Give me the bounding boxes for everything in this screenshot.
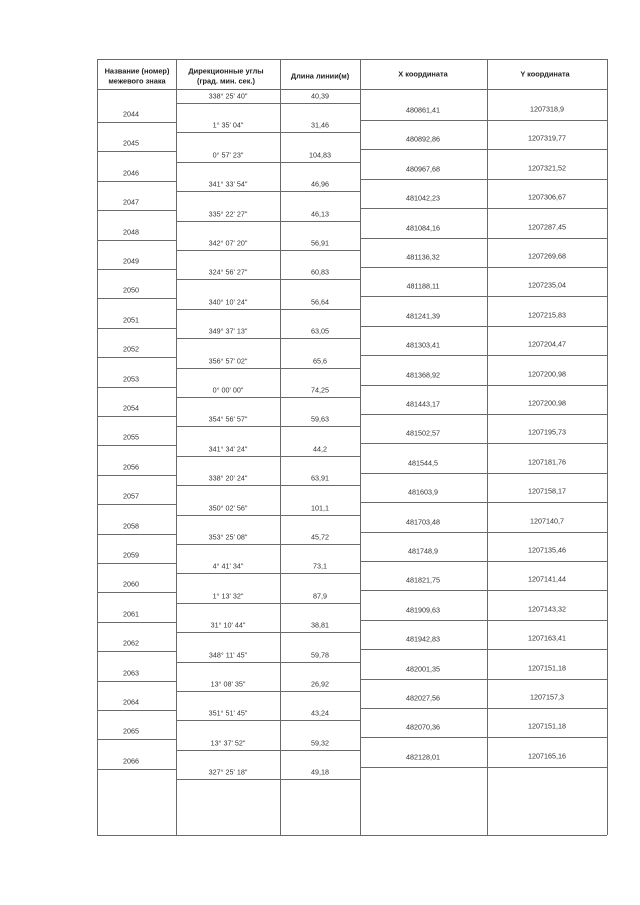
y-coordinate: 1207204,47 [528, 339, 566, 349]
segment-length: 59,32 [311, 738, 329, 748]
y-coordinate: 1207158,17 [528, 486, 566, 496]
point-row-divider [97, 592, 176, 593]
coord-row-divider [360, 708, 607, 709]
segment-row-divider [176, 485, 360, 486]
segment-row-divider [176, 132, 360, 133]
point-row-divider [97, 298, 176, 299]
point-row-divider [97, 210, 176, 211]
y-coordinate: 1207200,98 [528, 369, 566, 379]
point-name: 2045 [123, 138, 139, 148]
point-name: 2053 [123, 374, 139, 384]
x-coordinate: 480967,68 [406, 164, 440, 174]
segment-row-divider [176, 426, 360, 427]
segment-row-divider [176, 515, 360, 516]
point-name: 2050 [123, 285, 139, 295]
point-name: 2057 [123, 491, 139, 501]
point-name: 2065 [123, 726, 139, 736]
point-row-divider [97, 122, 176, 123]
y-coordinate: 1207287,45 [528, 222, 566, 232]
table-top-border [97, 59, 607, 60]
segment-length: 45,72 [311, 532, 329, 542]
point-name: 2046 [123, 168, 139, 178]
y-coordinate: 1207321,52 [528, 163, 566, 173]
segment-angle: 342° 07' 20" [208, 238, 248, 248]
header-point-name: Название (номер) межевого знака [104, 66, 170, 85]
coord-row-divider [360, 649, 607, 650]
point-row-divider [97, 240, 176, 241]
segment-length: 73,1 [313, 561, 327, 571]
x-coordinate: 482001,35 [406, 664, 440, 674]
column-divider [97, 59, 98, 835]
segment-row-divider [176, 750, 360, 751]
segment-length: 59,78 [311, 650, 329, 660]
header-direction-angle: Дирекционные углы (град. мин. сек.) [188, 66, 264, 85]
column-divider [607, 59, 608, 835]
y-coordinate: 1207141,44 [528, 574, 566, 584]
point-name: 2062 [123, 638, 139, 648]
point-name: 2056 [123, 462, 139, 472]
segment-row-divider [176, 779, 360, 780]
coord-row-divider [360, 443, 607, 444]
y-coordinate: 1207235,04 [528, 280, 566, 290]
x-coordinate: 481136,32 [406, 252, 440, 262]
y-coordinate: 1207200,98 [528, 398, 566, 408]
x-coordinate: 480892,86 [406, 134, 440, 144]
segment-angle: 4° 41' 34" [212, 561, 244, 571]
x-coordinate: 481368,92 [406, 370, 440, 380]
segment-angle: 13° 08' 35" [210, 679, 246, 689]
segment-angle: 351° 51' 45" [208, 708, 248, 718]
x-coordinate: 480861,41 [406, 105, 440, 115]
segment-length: 74,25 [311, 385, 329, 395]
coord-row-divider [360, 296, 607, 297]
column-divider [487, 59, 488, 835]
segment-angle: 348° 11' 45" [208, 650, 248, 660]
column-divider [360, 59, 361, 835]
segment-angle: 324° 56' 27" [208, 267, 248, 277]
coord-row-divider [360, 767, 607, 768]
coord-row-divider [360, 179, 607, 180]
y-coordinate: 1207140,7 [530, 516, 564, 526]
x-coordinate: 481821,75 [406, 575, 440, 585]
x-coordinate: 481502,57 [406, 428, 440, 438]
segment-length: 87,9 [313, 591, 327, 601]
point-name: 2064 [123, 697, 139, 707]
coord-row-divider [360, 120, 607, 121]
segment-row-divider [176, 397, 360, 398]
coord-row-divider [360, 414, 607, 415]
segment-angle: 354° 56' 57" [208, 414, 248, 424]
segment-angle: 335° 22' 27" [208, 209, 248, 219]
x-coordinate: 481443,17 [406, 399, 440, 409]
point-row-divider [97, 416, 176, 417]
point-row-divider [97, 328, 176, 329]
x-coordinate: 481188,11 [406, 281, 440, 291]
y-coordinate: 1207135,46 [528, 545, 566, 555]
segment-length: 46,96 [311, 179, 329, 189]
y-coordinate: 1207165,16 [528, 751, 566, 761]
point-name: 2063 [123, 668, 139, 678]
segment-angle: 356° 57' 02" [208, 356, 248, 366]
x-coordinate: 481748,9 [408, 546, 438, 556]
coord-row-divider [360, 679, 607, 680]
segment-angle: 1° 13' 32" [212, 591, 244, 601]
x-coordinate: 482027,56 [406, 693, 440, 703]
segment-length: 60,83 [311, 267, 329, 277]
segment-angle: 341° 34' 24" [208, 444, 248, 454]
point-row-divider [97, 651, 176, 652]
coord-row-divider [360, 561, 607, 562]
segment-angle: 0° 57' 23" [212, 150, 244, 160]
point-row-divider [97, 181, 176, 182]
point-name: 2044 [123, 109, 139, 119]
point-row-divider [97, 445, 176, 446]
segment-row-divider [176, 603, 360, 604]
segment-angle: 31° 10' 44" [210, 620, 246, 630]
x-coordinate: 481241,39 [406, 311, 440, 321]
y-coordinate: 1207319,77 [528, 133, 566, 143]
point-row-divider [97, 681, 176, 682]
segment-row-divider [176, 338, 360, 339]
y-coordinate: 1207163,41 [528, 633, 566, 643]
segment-length: 46,13 [311, 209, 329, 219]
point-name: 2051 [123, 315, 139, 325]
segment-length: 104,83 [309, 150, 331, 160]
segment-length: 63,05 [311, 326, 329, 336]
point-row-divider [97, 357, 176, 358]
coord-row-divider [360, 326, 607, 327]
coord-row-divider [360, 737, 607, 738]
header-line-length: Длина линии(м) [290, 71, 350, 81]
coord-row-divider [360, 620, 607, 621]
segment-row-divider [176, 309, 360, 310]
point-name: 2058 [123, 521, 139, 531]
point-row-divider [97, 504, 176, 505]
segment-row-divider [176, 662, 360, 663]
point-name: 2049 [123, 256, 139, 266]
segment-length: 26,92 [311, 679, 329, 689]
segment-length: 31,46 [311, 120, 329, 130]
point-row-divider [97, 739, 176, 740]
segment-angle: 353° 25' 08" [208, 532, 248, 542]
segment-length: 101,1 [311, 503, 329, 513]
segment-angle: 13° 37' 52" [210, 738, 246, 748]
header-y-coordinate: Y координата [520, 69, 570, 79]
x-coordinate: 481603,9 [408, 487, 438, 497]
segment-length: 40,39 [311, 91, 329, 101]
segment-length: 65,6 [313, 356, 327, 366]
coord-row-divider [360, 473, 607, 474]
point-row-divider [97, 769, 176, 770]
point-name: 2052 [123, 344, 139, 354]
segment-angle: 327° 25' 18" [208, 767, 248, 777]
point-name: 2061 [123, 609, 139, 619]
point-row-divider [97, 710, 176, 711]
y-coordinate: 1207151,18 [528, 663, 566, 673]
segment-row-divider [176, 191, 360, 192]
point-row-divider [97, 563, 176, 564]
point-name: 2047 [123, 197, 139, 207]
x-coordinate: 481084,16 [406, 223, 440, 233]
point-row-divider [97, 387, 176, 388]
segment-angle: 340° 10' 24" [208, 297, 248, 307]
coord-row-divider [360, 590, 607, 591]
segment-length: 49,18 [311, 767, 329, 777]
y-coordinate: 1207181,76 [528, 457, 566, 467]
point-row-divider [97, 269, 176, 270]
point-row-divider [97, 534, 176, 535]
segment-length: 63,91 [311, 473, 329, 483]
segment-length: 56,64 [311, 297, 329, 307]
y-coordinate: 1207215,83 [528, 310, 566, 320]
point-name: 2060 [123, 579, 139, 589]
segment-length: 38,81 [311, 620, 329, 630]
segment-row-divider [176, 368, 360, 369]
coord-row-divider [360, 532, 607, 533]
segment-length: 44,2 [313, 444, 327, 454]
x-coordinate: 481544,5 [408, 458, 438, 468]
segment-row-divider [176, 279, 360, 280]
x-coordinate: 481703,48 [406, 517, 440, 527]
segment-row-divider [176, 573, 360, 574]
coord-row-divider [360, 149, 607, 150]
segment-row-divider [176, 162, 360, 163]
point-name: 2048 [123, 227, 139, 237]
y-coordinate: 1207318,9 [530, 104, 564, 114]
x-coordinate: 482070,36 [406, 722, 440, 732]
header-x-coordinate: X координата [398, 69, 448, 79]
y-coordinate: 1207195,73 [528, 427, 566, 437]
point-name: 2066 [123, 756, 139, 766]
point-name: 2054 [123, 403, 139, 413]
coord-row-divider [360, 267, 607, 268]
coord-row-divider [360, 385, 607, 386]
column-divider [176, 59, 177, 835]
point-name: 2059 [123, 550, 139, 560]
segment-length: 59,63 [311, 414, 329, 424]
x-coordinate: 482128,01 [406, 752, 440, 762]
segment-angle: 350° 02' 56" [208, 503, 248, 513]
segment-angle: 349° 37' 13" [208, 326, 248, 336]
segment-row-divider [176, 103, 360, 104]
x-coordinate: 481909,63 [406, 605, 440, 615]
column-divider [280, 59, 281, 835]
point-row-divider [97, 475, 176, 476]
segment-row-divider [176, 632, 360, 633]
x-coordinate: 481942,83 [406, 634, 440, 644]
segment-row-divider [176, 250, 360, 251]
point-row-divider [97, 622, 176, 623]
segment-angle: 341° 33' 54" [208, 179, 248, 189]
coord-row-divider [360, 208, 607, 209]
segment-length: 56,91 [311, 238, 329, 248]
coord-row-divider [360, 502, 607, 503]
header-bottom-border [97, 89, 607, 90]
y-coordinate: 1207143,32 [528, 604, 566, 614]
segment-row-divider [176, 544, 360, 545]
point-name: 2055 [123, 432, 139, 442]
segment-row-divider [176, 720, 360, 721]
table-bottom-border [97, 835, 607, 836]
coord-row-divider [360, 355, 607, 356]
x-coordinate: 481303,41 [406, 340, 440, 350]
x-coordinate: 481042,23 [406, 193, 440, 203]
y-coordinate: 1207151,18 [528, 721, 566, 731]
y-coordinate: 1207269,68 [528, 251, 566, 261]
segment-row-divider [176, 456, 360, 457]
point-row-divider [97, 151, 176, 152]
segment-angle: 0° 00' 00" [212, 385, 244, 395]
segment-row-divider [176, 221, 360, 222]
segment-row-divider [176, 691, 360, 692]
segment-angle: 338° 20' 24" [208, 473, 248, 483]
y-coordinate: 1207157,3 [530, 692, 564, 702]
segment-angle: 338° 25' 40" [208, 91, 248, 101]
coord-row-divider [360, 238, 607, 239]
y-coordinate: 1207306,67 [528, 192, 566, 202]
segment-angle: 1° 35' 04" [212, 120, 244, 130]
segment-length: 43,24 [311, 708, 329, 718]
